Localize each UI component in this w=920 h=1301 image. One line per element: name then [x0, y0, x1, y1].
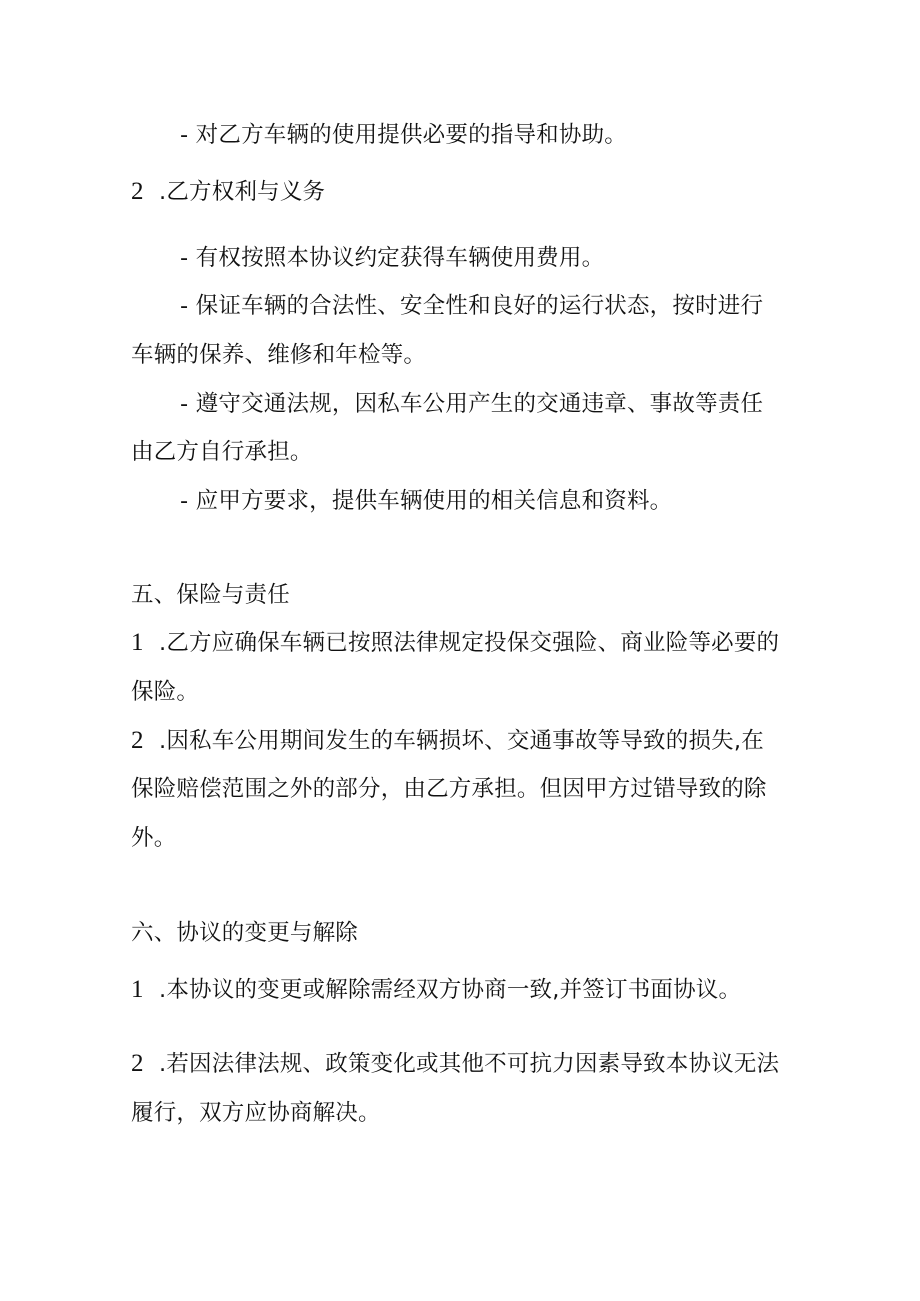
- section-heading: 2 .乙方权利与义务: [131, 178, 326, 205]
- list-number: 2: [131, 727, 144, 754]
- section-heading: 五、保险与责任: [131, 582, 290, 608]
- list-number: 2: [131, 178, 144, 205]
- paragraph-line: 保险。: [131, 679, 200, 705]
- paragraph-line: - 对乙方车辆的使用提供必要的指导和协助。: [180, 122, 627, 148]
- paragraph-line: 保险赔偿范围之外的部分，由乙方承担。但因甲方过错导致的除: [131, 776, 767, 802]
- paragraph-line: 外。: [131, 825, 177, 851]
- list-number: 1: [131, 629, 144, 656]
- paragraph-line: 由乙方自行承担。: [131, 439, 313, 465]
- paragraph-line: 履行，双方应协商解决。: [131, 1100, 381, 1126]
- paragraph-line: - 遵守交通法规，因私车公用产生的交通违章、事故等责任: [180, 391, 764, 417]
- paragraph-line: - 有权按照本协议约定获得车辆使用费用。: [180, 245, 605, 271]
- paragraph-line: 车辆的保养、维修和年检等。: [131, 342, 427, 368]
- list-number: 2: [131, 1050, 144, 1077]
- paragraph-line: 1 .本协议的变更或解除需经双方协商一致,并签订书面协议。: [131, 976, 742, 1003]
- paragraph-line: - 应甲方要求，提供车辆使用的相关信息和资料。: [180, 488, 673, 514]
- paragraph-line: 1 .乙方应确保车辆已按照法律规定投保交强险、商业险等必要的: [131, 629, 780, 656]
- paragraph-line: 2 .因私车公用期间发生的车辆损坏、交通事故等导致的损失,在: [131, 727, 764, 754]
- section-heading: 六、协议的变更与解除: [131, 920, 359, 946]
- paragraph-line: 2 .若因法律法规、政策变化或其他不可抗力因素导致本协议无法: [131, 1050, 780, 1077]
- paragraph-line: - 保证车辆的合法性、安全性和良好的运行状态，按时进行: [180, 293, 764, 319]
- list-number: 1: [131, 976, 144, 1003]
